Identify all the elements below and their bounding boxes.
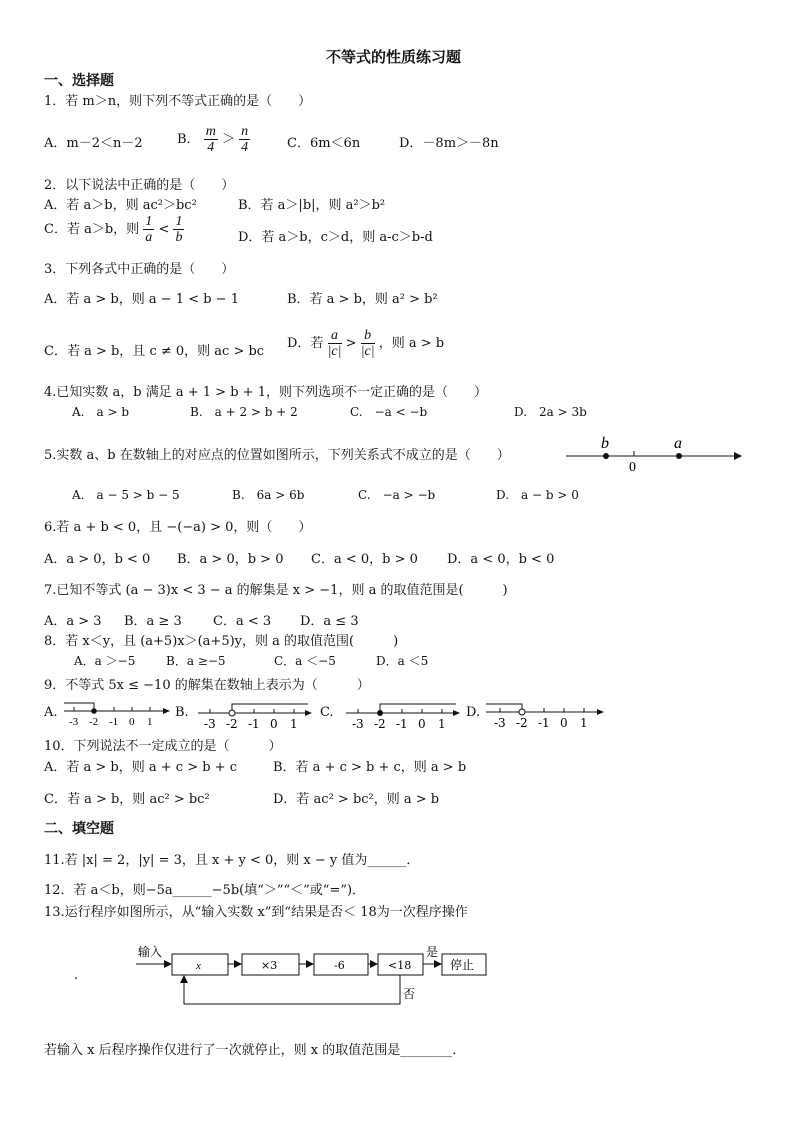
flow-box-minus6-label: -6 (334, 959, 345, 972)
q9-stem: 9．不等式 5x ≤ −10 的解集在数轴上表示为（ ） (44, 678, 370, 693)
point-b (603, 453, 609, 459)
q6-option-d: D．a < 0，b < 0 (447, 552, 555, 567)
q6-option-a: A．a > 0，b < 0 (44, 552, 151, 567)
flow-box-stop-label: 停止 (450, 958, 475, 972)
flow-box-times3-label: ×3 (261, 959, 278, 972)
tick-label: -2 (89, 716, 99, 728)
tick-label: 1 (147, 716, 153, 728)
q3-stem: 3．下列各式中正确的是（ ） (44, 262, 235, 277)
q13-question: 若输入 x 后程序操作仅进行了一次就停止，则 x 的取值范围是________． (44, 1043, 466, 1058)
q9-option-a-number-line (62, 700, 172, 730)
q5-number-line (562, 432, 746, 474)
tick-label: 1 (580, 716, 588, 730)
q10-option-a: A．若 a > b，则 a + c > b + c (44, 760, 237, 775)
q13-stem: 13.运行程序如图所示，从“输入实数 x”到“结果是否＜ 18为一次程序操作 (44, 905, 468, 920)
tick-label: -2 (374, 717, 386, 731)
tick-label: -3 (204, 717, 216, 731)
q13-flowchart (130, 940, 500, 1012)
q3-option-b: B．若 a > b，则 a² > b² (287, 292, 438, 307)
q7-option-d: D．a ≤ 3 (300, 614, 359, 629)
tick-label: 1 (438, 717, 446, 731)
flow-box-compare-label: <18 (388, 959, 412, 972)
q10-option-b: B．若 a + c > b + c，则 a > b (273, 760, 467, 775)
q7-option-a: A．a > 3 (44, 614, 102, 629)
tick-label: -1 (396, 717, 408, 731)
tick-label: 1 (290, 717, 298, 731)
q5-option-b: B. 6a > 6b (232, 488, 305, 502)
tick-label: 0 (560, 716, 568, 730)
q6-stem: 6.若 a + b < 0，且 −(−a) > 0，则（ ） (44, 520, 312, 535)
q1-option-a: A．m－2＜n－2 (44, 136, 143, 151)
tick-label: -1 (109, 716, 119, 728)
q5-stem: 5.实数 a、b 在数轴上的对应点的位置如图所示，下列关系式不成立的是（ ） (44, 448, 510, 463)
q2-option-c: C．若 a＞b，则 $\frac{1}{a}$ < $\frac{1}{b}$ (44, 214, 183, 245)
tick-label: -3 (352, 717, 364, 731)
q6-option-b: B．a > 0，b > 0 (177, 552, 284, 567)
q2-option-b: B．若 a＞|b|，则 a²＞b² (238, 198, 386, 213)
q10-option-d: D．若 ac² > bc²，则 a > b (273, 792, 440, 807)
point-a (676, 453, 682, 459)
q10-stem: 10．下列说法不一定成立的是（ ） (44, 739, 282, 754)
q7-option-b: B．a ≥ 3 (124, 614, 182, 629)
q7-stem: 7.已知不等式 (a − 3)x < 3 − a 的解集是 x > −1，则 a 的取值范围是( ) (44, 583, 508, 598)
flow-yes-label: 是 (426, 945, 439, 959)
q9-option-d-number-line (484, 700, 608, 730)
flow-box-x-label: x (196, 960, 201, 972)
q5-option-d: D. a − b > 0 (496, 488, 579, 502)
q1-option-c: C．6m＜6n (287, 136, 361, 151)
q9-option-b-number-line (196, 700, 316, 730)
q5-option-c: C. −a > −b (358, 488, 436, 502)
q11-stem: 11.若 |x| = 2，|y| = 3，且 x + y < 0，则 x − y 值为______． (44, 853, 420, 868)
q1-stem: 1．若 m＞n，则下列不等式正确的是（ ） (44, 94, 312, 109)
q1-option-d: D．－8m＞－8n (399, 136, 499, 151)
tick-label: 0 (270, 717, 278, 731)
label-a: a (674, 435, 682, 452)
label-b: b (601, 435, 609, 452)
q9-option-a-letter: A. (44, 705, 58, 720)
tick-label: -2 (226, 717, 238, 731)
tick-label: -2 (516, 716, 528, 730)
q2-stem: 2．以下说法中正确的是（ ） (44, 178, 235, 193)
q3-option-c: C．若 a > b，且 c ≠ 0，则 ac > bc (44, 344, 265, 359)
page-title: 不等式的性质练习题 (326, 48, 462, 66)
q9-option-b-letter: B. (175, 705, 189, 720)
tick-label: -3 (494, 716, 506, 730)
q7-option-c: C．a < 3 (213, 614, 272, 629)
tick-label: 0 (418, 717, 426, 731)
q4-option-a: A. a > b (72, 405, 130, 419)
q9-option-c-number-line (344, 700, 464, 730)
q8-option-b: B．a ≥−5 (166, 654, 226, 668)
q4-option-c: C. −a < −b (350, 405, 428, 419)
q8-option-d: D．a ＜5 (376, 654, 429, 668)
tick-label: -1 (248, 717, 260, 731)
tick-label: -3 (69, 716, 79, 728)
q9-option-c-letter: C. (320, 705, 334, 720)
label-zero: 0 (629, 460, 636, 475)
q8-stem: 8．若 x＜y，且 (a+5)x＞(a+5)y，则 a 的取值范围( ) (44, 634, 399, 649)
flow-input-label: 输入 (138, 945, 163, 959)
q6-option-c: C．a < 0，b > 0 (311, 552, 418, 567)
q4-stem: 4.已知实数 a，b 满足 a + 1 > b + 1，则下列选项不一定正确的是（ ） (44, 385, 487, 400)
q2-option-d: D．若 a＞b，c＞d，则 a-c＞b-d (238, 230, 433, 245)
q13-dot: . (74, 968, 79, 983)
q4-option-b: B. a + 2 > b + 2 (190, 405, 298, 419)
q8-option-a: A．a ＞−5 (74, 654, 136, 668)
q4-option-d: D. 2a > 3b (514, 405, 587, 419)
q12-stem: 12．若 a＜b，则−5a______−5b(填“＞”“＜”或“=”)． (44, 883, 366, 898)
tick-label: 0 (129, 716, 135, 728)
q2-option-a: A．若 a＞b，则 ac²＞bc² (44, 198, 197, 213)
q9-option-d-letter: D. (466, 705, 481, 720)
q1-option-b: B． $\frac{m}{4}$ ＞ $\frac{n}{4}$ (177, 124, 249, 155)
q3-option-d: D．若 $\frac{a}{|c|}$ > $\frac{b}{|c|}$ ，则 a > b (287, 328, 445, 359)
q3-option-a: A．若 a > b，则 a − 1 < b − 1 (44, 292, 239, 307)
section-heading-choice: 一、选择题 (44, 73, 114, 89)
flow-no-label: 否 (403, 987, 416, 1001)
section-heading-fill: 二、填空题 (44, 821, 114, 837)
tick-label: -1 (538, 716, 550, 730)
q5-option-a: A. a − 5 > b − 5 (72, 488, 180, 502)
q10-option-c: C．若 a > b，则 ac² > bc² (44, 792, 210, 807)
q8-option-c: C．a ＜−5 (274, 654, 336, 668)
